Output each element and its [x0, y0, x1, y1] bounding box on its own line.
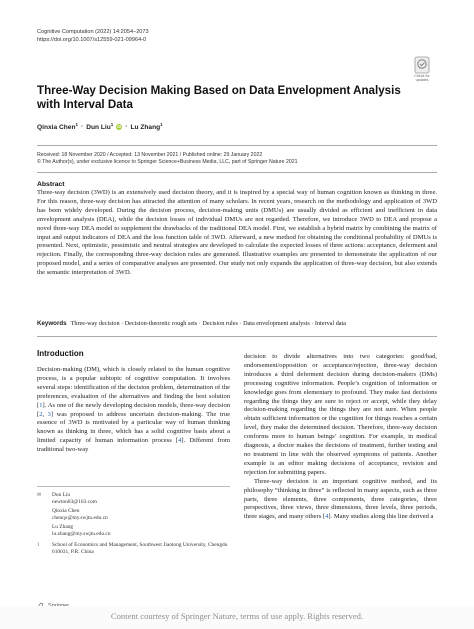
courtesy-notice: Content courtesy of Springer Nature, terms of use apply. Rights reserved.	[110, 611, 364, 621]
footnote-email-1[interactable]: newton83@163.com	[52, 499, 97, 505]
footnote-author-2: Qinxia Chen	[52, 508, 80, 514]
divider-top	[37, 145, 437, 146]
citation-link[interactable]: 3	[47, 410, 51, 418]
footnote-author-3: Lu Zhang	[52, 524, 74, 530]
paper-title: Three-Way Decision Making Based on Data Envelopment Analysis with Interval Data	[37, 84, 401, 111]
badge-label-2: updates	[415, 78, 429, 82]
copyright-line: © The Author(s), under exclusive licence to Springer Science+Business Media, LLC, part of Springer Nature 2021	[37, 159, 298, 166]
corresponding-author	[37, 492, 230, 506]
divider-abstract	[37, 172, 437, 173]
citation-link[interactable]: 1	[39, 401, 43, 409]
footnote-divider	[37, 486, 230, 487]
footnote-email-2[interactable]: chenqx@my.swjtu.edu.cn	[52, 515, 108, 521]
author-separator-2: ·	[125, 123, 128, 131]
intro-paragraph-2: decision to divide alternatives into two categories: good/bad, endorsement/opposition or acceptance/rejection, three-way decision introduces a third deferment decision during decision-makers (DMs) processing cognitive information. People’s cognition of information or knowledge goes from elementary to profound. They make fast decisions regarding the things they are sure to reject or accept, while they delay decision-making regarding the things they are not sure. When people obtain sufficient information or the cognition for things reaches a certain level, they make the determined decision. Therefore, three-way decision conforms more to human beings’ cognition. For example, in medical diagnosis, a doctor makes the decisions of treatment, further testing and no treatment in line with the observed symptoms of patients. Another example is an editor making decisions of acceptance, revision and rejection for submitting papers.	[244, 353, 437, 476]
author-3-affiliation: 1	[160, 122, 163, 127]
journal-citation: Cognitive Computation (2022) 14:2054–2073	[37, 29, 149, 35]
received-accepted-line: Received: 18 November 2020 / Accepted: 13 November 2021 / Published online: 29 January 2022	[37, 152, 263, 158]
citation-link[interactable]: 4	[178, 437, 182, 445]
keywords	[37, 320, 437, 328]
intro-paragraph-1: Decision-making (DM), which is closely related to the human cognitive process, is a popular subtopic of cognitive computation. It involves several steps: identification of the decision problem, determination of the preferences, evaluation of the alternatives and finding the best solution [1]. As one of the newly developing decision models, three-way decision [2, 3] was proposed to address uncertain decision-making. The true essence of 3WD is motivated by a particular way of human thinking known as thinking in three, which has a solid cognitive basis about a limited capacity of human information process [4]. Different from traditional two-way	[37, 366, 230, 454]
keywords-list: Three-way decision · Decision-theoretic rough sets · Decision rules · Data envelopment analysis · Interval data	[70, 320, 346, 327]
intro-column-1	[37, 366, 230, 455]
author-2[interactable]: Dun Liu$^1$	[86, 122, 114, 132]
affiliation	[37, 542, 230, 556]
orcid-icon[interactable]: iD	[117, 123, 122, 129]
abstract-heading: Abstract	[37, 181, 65, 188]
keywords-label: Keywords	[37, 320, 67, 327]
author-3[interactable]: Lu Zhang$^1$	[130, 122, 163, 132]
introduction-heading: Introduction	[37, 349, 84, 358]
author-2-affiliation: 1	[110, 122, 114, 127]
publication-dates	[37, 152, 298, 167]
author-1-affiliation: 1	[75, 122, 78, 127]
badge-label-1: Check for	[414, 74, 430, 78]
author-footnotes	[37, 492, 230, 558]
footnote-author-1: Dun Liu	[52, 492, 71, 498]
affiliation-number: 1	[37, 543, 40, 548]
coauthor-2	[37, 508, 230, 522]
footnote-email-3[interactable]: lu.zhang@my.swjtu.edu.cn	[52, 531, 111, 537]
affiliation-text: School of Economics and Management, Southwest Jiaotong University, Chengdu 610031, P.R. China	[52, 542, 228, 555]
check-updates-icon	[414, 56, 430, 74]
mail-icon: ✉	[37, 493, 42, 498]
author-separator-1: ·	[81, 123, 84, 131]
doi-link[interactable]: https://doi.org/10.1007/s12559-021-09964-0	[37, 36, 147, 43]
intro-paragraph-3: Three-way decision is an important cognitive method, and its philosophy “thinking in three” is reflected in many aspects, such as three parts, three elements, three components, three categories, three perspectives, three views, three dimensions, three levels, three periods, three stages, and many others [4]. Many studies along this line derived a	[244, 477, 437, 521]
citation-link[interactable]: 4	[325, 513, 329, 521]
journal-header	[37, 29, 149, 44]
check-for-updates-badge[interactable]	[409, 56, 435, 84]
author-list	[37, 122, 163, 131]
abstract-body: Three-way decision (3WD) is an extensively used decision theory, and it is inspired by a special way of human cognition known as thinking in three. For this reason, three-way decision has attracted the attention of many scholars. In recent years, research on the methodology and application of 3WD has been widely developed. During the decision process, decision-making units (DMUs) are usually divided as efficient and inefficient in data envelopment analysis (DEA), while the decision losses of individual DMUs are not regarded. Therefore, we introduce 3WD to DEA and propose a novel three-way DEA model to supplement the drawbacks of the traditional DEA model. First, we establish a hybrid matrix by combining the matrix of input and output indicators of DEA and the loss function table of 3WD. Afterward, a new method for obtaining the conditional probability of DMUs is presented. Next, optimistic, pessimistic and neutral strategies are developed to calculate the expected losses of three actions: acceptance, deferment and rejection. Finally, the corresponding three-way decision rules are generated. Illustrative examples are presented to demonstrate the application of our proposed model, and a series of comparative analyses are presented. Our study not only expands the application of three-way decision, but also extends the semantic interpretation of 3WD.	[37, 189, 437, 277]
coauthor-3	[37, 524, 230, 538]
author-1[interactable]: Qinxia Chen$^1$	[37, 122, 78, 132]
intro-column-2	[244, 353, 437, 522]
citation-link[interactable]: 2	[39, 410, 43, 418]
divider-keywords	[37, 336, 437, 337]
